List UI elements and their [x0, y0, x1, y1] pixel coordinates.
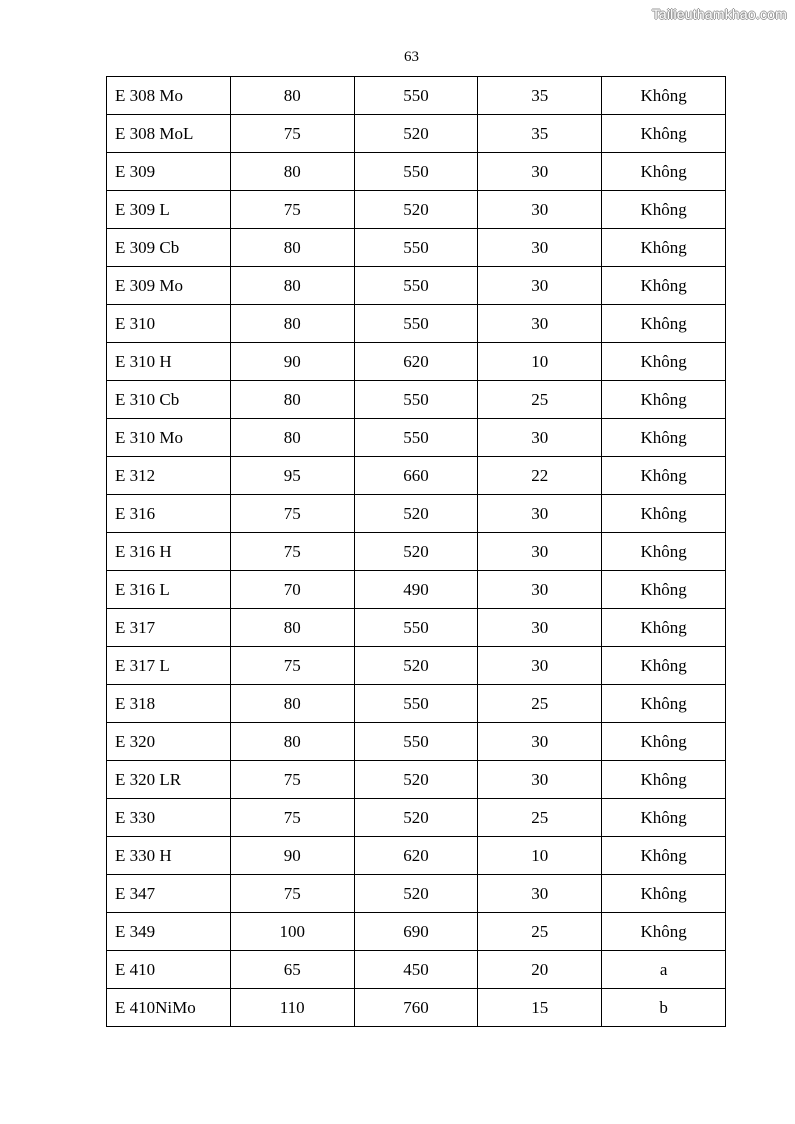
electrode-cell: E 317 L [107, 647, 231, 685]
value-cell-1: 80 [230, 229, 354, 267]
value-cell-2: 550 [354, 77, 478, 115]
value-cell-2: 550 [354, 153, 478, 191]
note-cell: Không [602, 533, 726, 571]
value-cell-2: 490 [354, 571, 478, 609]
value-cell-2: 450 [354, 951, 478, 989]
value-cell-3: 20 [478, 951, 602, 989]
electrode-cell: E 320 LR [107, 761, 231, 799]
electrode-cell: E 330 [107, 799, 231, 837]
value-cell-1: 80 [230, 685, 354, 723]
note-cell: a [602, 951, 726, 989]
value-cell-1: 75 [230, 115, 354, 153]
value-cell-2: 520 [354, 647, 478, 685]
note-cell: Không [602, 381, 726, 419]
electrode-cell: E 312 [107, 457, 231, 495]
note-cell: Không [602, 457, 726, 495]
table-row [107, 951, 726, 989]
electrode-cell: E 309 [107, 153, 231, 191]
note-cell: Không [602, 761, 726, 799]
table-row [107, 191, 726, 229]
table-row [107, 685, 726, 723]
value-cell-3: 30 [478, 229, 602, 267]
note-cell: Không [602, 647, 726, 685]
table-row [107, 115, 726, 153]
value-cell-1: 90 [230, 343, 354, 381]
value-cell-2: 520 [354, 495, 478, 533]
note-cell: Không [602, 115, 726, 153]
note-cell: Không [602, 837, 726, 875]
value-cell-2: 520 [354, 191, 478, 229]
value-cell-2: 550 [354, 723, 478, 761]
note-cell: Không [602, 267, 726, 305]
table-row [107, 267, 726, 305]
electrode-cell: E 317 [107, 609, 231, 647]
data-table [106, 76, 726, 1027]
electrode-cell: E 310 Mo [107, 419, 231, 457]
note-cell: Không [602, 875, 726, 913]
value-cell-1: 80 [230, 609, 354, 647]
value-cell-1: 80 [230, 723, 354, 761]
value-cell-2: 620 [354, 837, 478, 875]
value-cell-3: 30 [478, 761, 602, 799]
value-cell-1: 75 [230, 647, 354, 685]
table-row [107, 989, 726, 1027]
note-cell: Không [602, 191, 726, 229]
value-cell-3: 30 [478, 571, 602, 609]
value-cell-2: 550 [354, 685, 478, 723]
value-cell-3: 30 [478, 191, 602, 229]
note-cell: Không [602, 723, 726, 761]
value-cell-1: 75 [230, 495, 354, 533]
value-cell-3: 30 [478, 153, 602, 191]
value-cell-3: 25 [478, 381, 602, 419]
electrode-cell: E 310 [107, 305, 231, 343]
value-cell-1: 90 [230, 837, 354, 875]
table-body [107, 77, 726, 1027]
value-cell-3: 10 [478, 837, 602, 875]
value-cell-1: 75 [230, 761, 354, 799]
table-row [107, 457, 726, 495]
value-cell-1: 65 [230, 951, 354, 989]
value-cell-2: 550 [354, 381, 478, 419]
value-cell-3: 30 [478, 533, 602, 571]
table-row [107, 495, 726, 533]
table-row [107, 647, 726, 685]
table-row [107, 343, 726, 381]
value-cell-2: 520 [354, 533, 478, 571]
value-cell-2: 550 [354, 267, 478, 305]
value-cell-2: 550 [354, 305, 478, 343]
value-cell-1: 80 [230, 267, 354, 305]
value-cell-2: 760 [354, 989, 478, 1027]
value-cell-2: 550 [354, 229, 478, 267]
value-cell-1: 75 [230, 799, 354, 837]
electrode-cell: E 308 MoL [107, 115, 231, 153]
value-cell-2: 520 [354, 761, 478, 799]
value-cell-3: 30 [478, 419, 602, 457]
electrode-cell: E 330 H [107, 837, 231, 875]
value-cell-1: 80 [230, 153, 354, 191]
value-cell-3: 30 [478, 875, 602, 913]
value-cell-1: 70 [230, 571, 354, 609]
note-cell: Không [602, 685, 726, 723]
electrode-cell: E 320 [107, 723, 231, 761]
value-cell-1: 80 [230, 419, 354, 457]
value-cell-2: 660 [354, 457, 478, 495]
electrode-cell: E 309 Mo [107, 267, 231, 305]
electrode-cell: E 410 [107, 951, 231, 989]
value-cell-1: 110 [230, 989, 354, 1027]
value-cell-3: 10 [478, 343, 602, 381]
table-row [107, 305, 726, 343]
note-cell: Không [602, 609, 726, 647]
value-cell-3: 25 [478, 913, 602, 951]
electrode-cell: E 316 H [107, 533, 231, 571]
value-cell-2: 550 [354, 419, 478, 457]
value-cell-3: 25 [478, 685, 602, 723]
table-row [107, 533, 726, 571]
electrode-cell: E 347 [107, 875, 231, 913]
electrode-cell: E 316 L [107, 571, 231, 609]
table-row [107, 913, 726, 951]
electrode-cell: E 309 Cb [107, 229, 231, 267]
electrode-cell: E 310 Cb [107, 381, 231, 419]
value-cell-2: 520 [354, 115, 478, 153]
value-cell-1: 80 [230, 381, 354, 419]
table-row [107, 153, 726, 191]
table-row [107, 571, 726, 609]
note-cell: Không [602, 419, 726, 457]
electrode-cell: E 310 H [107, 343, 231, 381]
value-cell-2: 550 [354, 609, 478, 647]
electrode-cell: E 316 [107, 495, 231, 533]
value-cell-1: 100 [230, 913, 354, 951]
value-cell-3: 22 [478, 457, 602, 495]
note-cell: Không [602, 305, 726, 343]
electrode-cell: E 318 [107, 685, 231, 723]
table-row [107, 723, 726, 761]
value-cell-3: 35 [478, 115, 602, 153]
note-cell: Không [602, 913, 726, 951]
value-cell-1: 80 [230, 305, 354, 343]
note-cell: Không [602, 799, 726, 837]
table-row [107, 381, 726, 419]
value-cell-1: 95 [230, 457, 354, 495]
value-cell-3: 35 [478, 77, 602, 115]
table-row [107, 875, 726, 913]
value-cell-3: 15 [478, 989, 602, 1027]
watermark: Tailieuthamkhao.com [651, 6, 787, 22]
value-cell-3: 30 [478, 647, 602, 685]
value-cell-2: 520 [354, 799, 478, 837]
table-row [107, 837, 726, 875]
value-cell-3: 30 [478, 495, 602, 533]
table-row [107, 761, 726, 799]
value-cell-3: 30 [478, 305, 602, 343]
note-cell: Không [602, 229, 726, 267]
note-cell: Không [602, 343, 726, 381]
note-cell: Không [602, 495, 726, 533]
value-cell-3: 30 [478, 609, 602, 647]
value-cell-1: 75 [230, 191, 354, 229]
electrode-cell: E 309 L [107, 191, 231, 229]
table-row [107, 77, 726, 115]
note-cell: b [602, 989, 726, 1027]
table-row [107, 609, 726, 647]
value-cell-2: 690 [354, 913, 478, 951]
table-row [107, 799, 726, 837]
table-row [107, 229, 726, 267]
value-cell-3: 30 [478, 723, 602, 761]
electrode-cell: E 349 [107, 913, 231, 951]
note-cell: Không [602, 153, 726, 191]
value-cell-3: 25 [478, 799, 602, 837]
value-cell-1: 75 [230, 875, 354, 913]
value-cell-3: 30 [478, 267, 602, 305]
electrode-cell: E 308 Mo [107, 77, 231, 115]
value-cell-1: 75 [230, 533, 354, 571]
value-cell-2: 620 [354, 343, 478, 381]
table-row [107, 419, 726, 457]
value-cell-1: 80 [230, 77, 354, 115]
value-cell-2: 520 [354, 875, 478, 913]
note-cell: Không [602, 571, 726, 609]
note-cell: Không [602, 77, 726, 115]
electrode-cell: E 410NiMo [107, 989, 231, 1027]
page-number: 63 [404, 49, 419, 65]
